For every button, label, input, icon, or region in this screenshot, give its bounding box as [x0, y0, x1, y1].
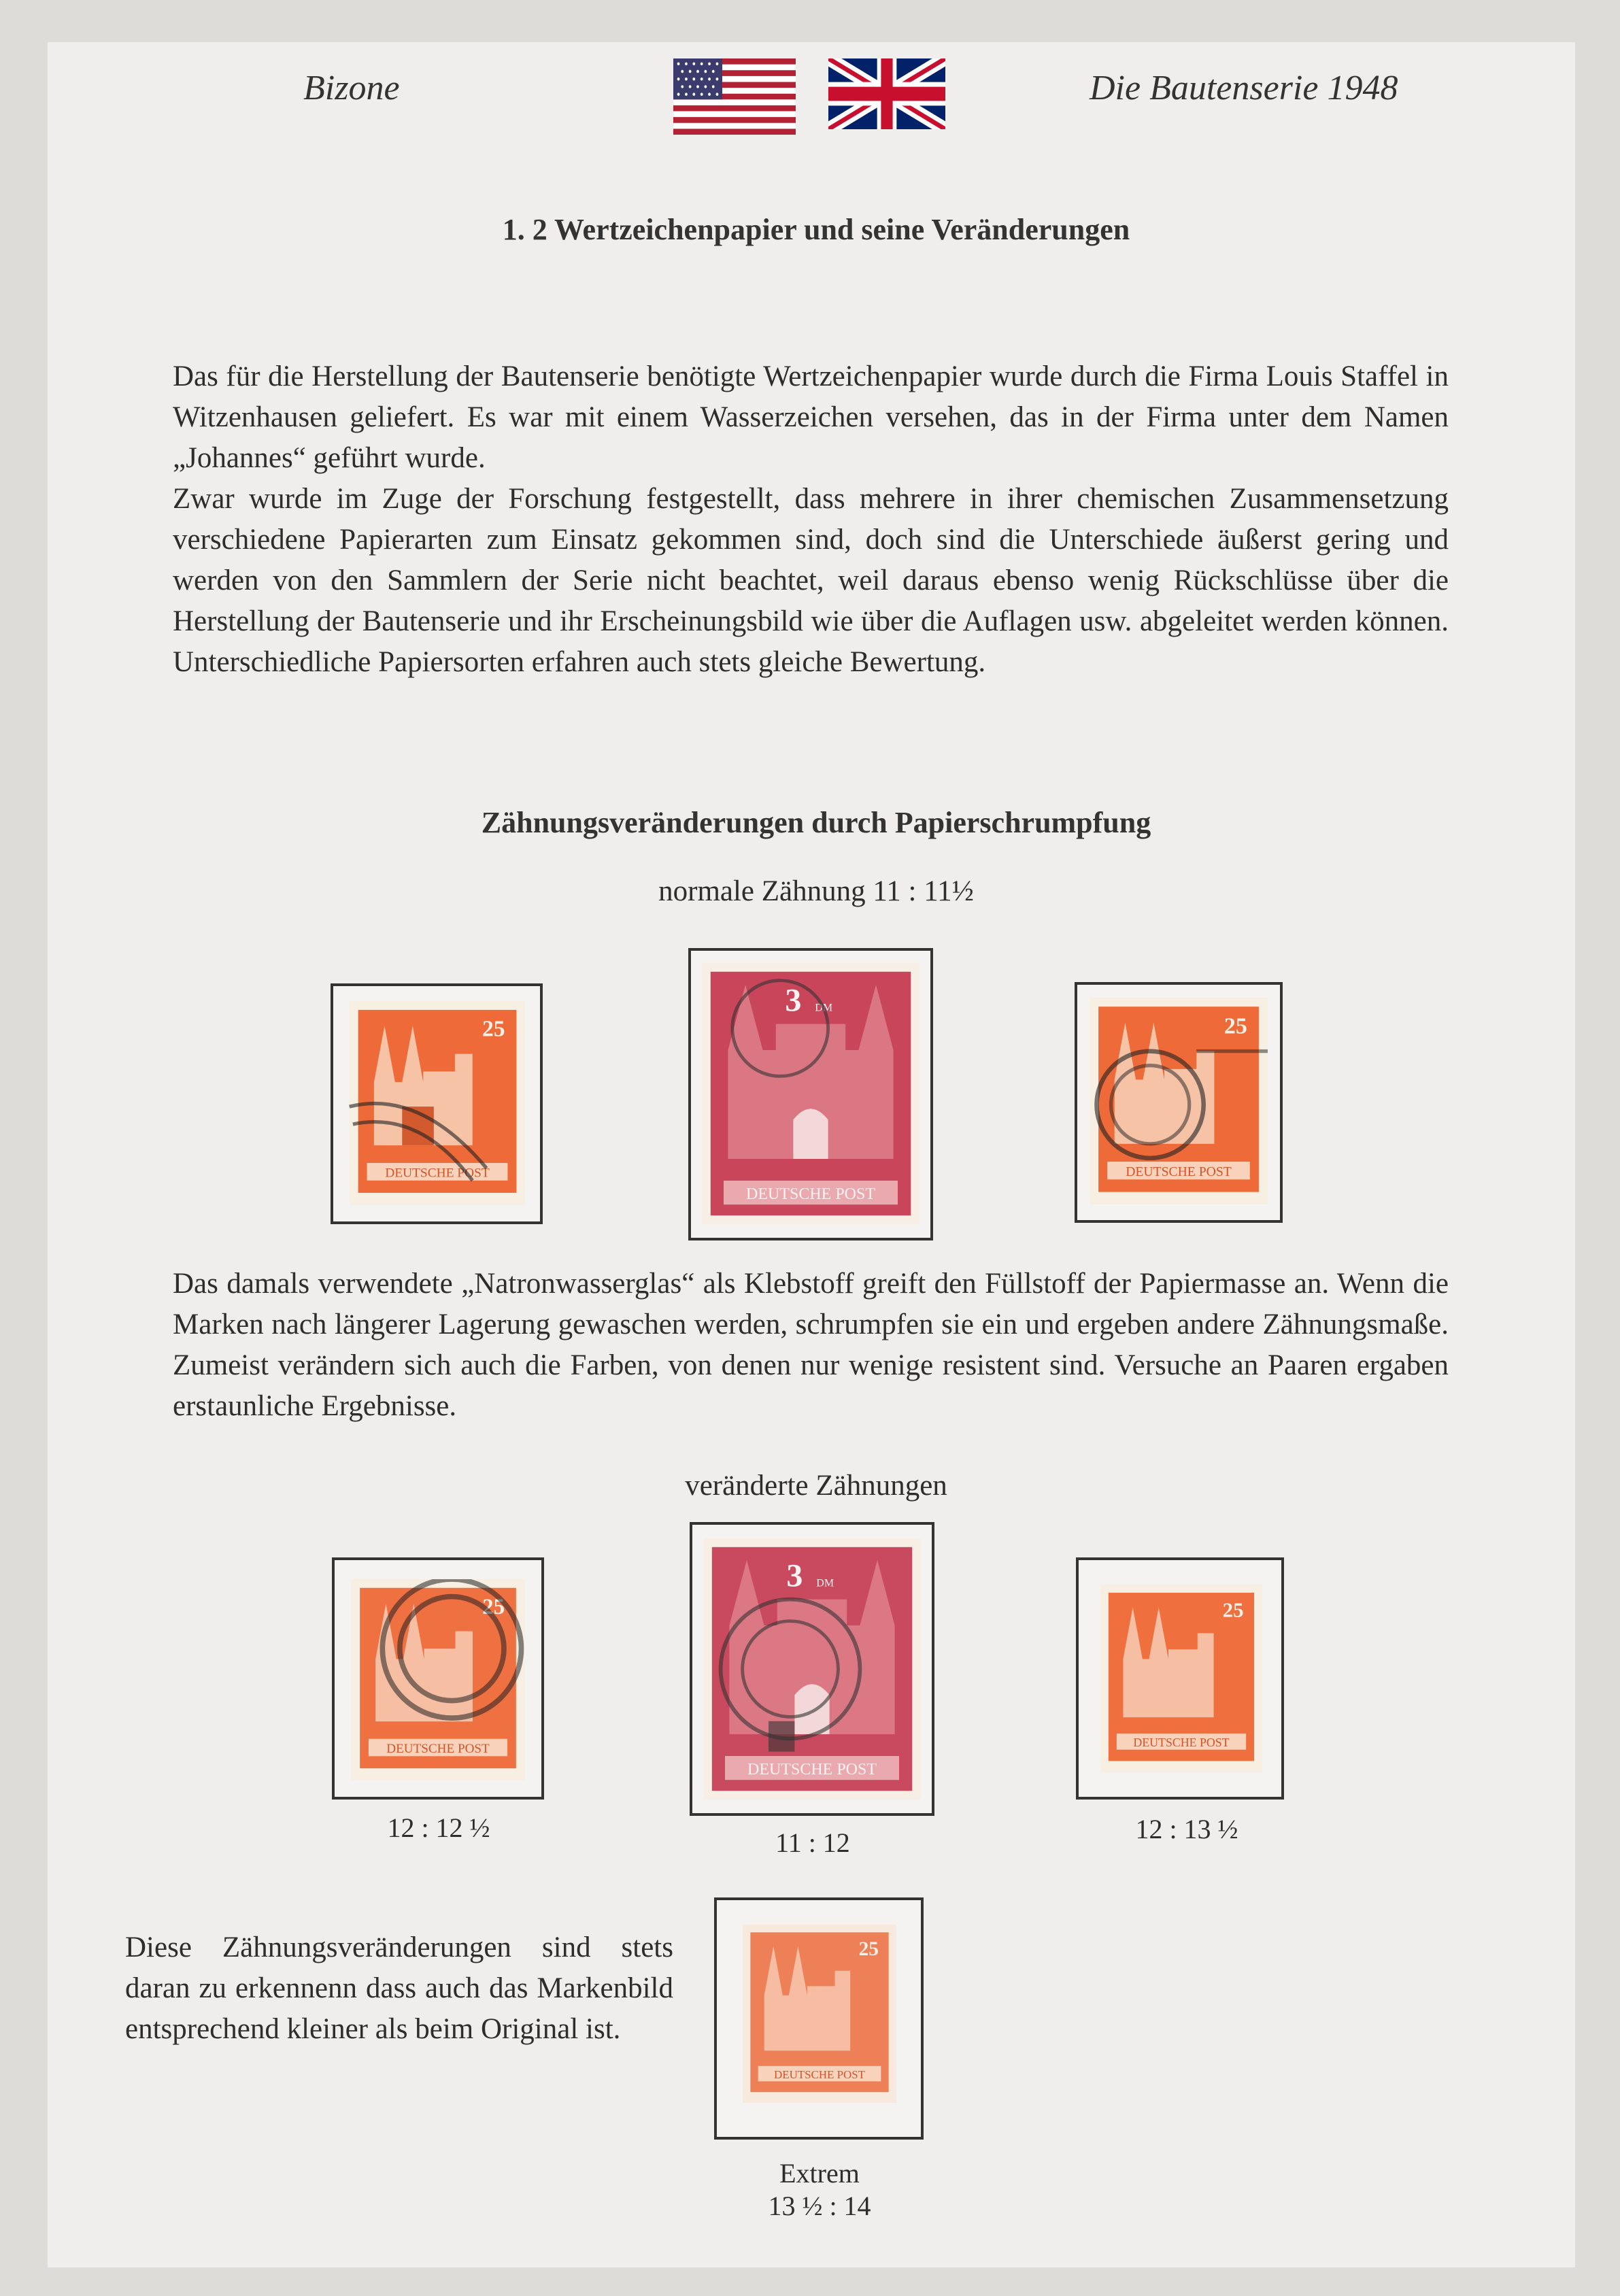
stamp-text-deutsche-post: DEUTSCHE POST	[745, 1185, 876, 1204]
stamp-cologne-25-orange	[1098, 1585, 1265, 1772]
intro-paragraph-1: Das für die Herstellung der Bautenserie benötigte Wertzeichenpapier wurde durch die Firma Louis Staffel in Witzenhausen geliefert. Es war mit einem Wasserzeichen versehen, das in der Firma unter dem Namen „Johannes“ geführt wurde.	[173, 360, 1449, 474]
stamp-currency: DM	[816, 1577, 834, 1589]
stamp-value: 25	[858, 1938, 879, 1961]
stamp-caption: 11 : 12	[775, 1827, 850, 1858]
stamp-text-deutsche-post: DEUTSCHE POST	[386, 1742, 490, 1757]
stamp-value: 25	[1222, 1598, 1244, 1622]
stamp-value: 25	[482, 1016, 505, 1042]
intro-text	[173, 356, 1449, 683]
stamp-value: 3	[786, 1557, 803, 1594]
bottom-note: Diese Zähnungsveränderungen sind stets daran zu erkennenn dass auch das Markenbild entsprechend kleiner als beim Original ist.	[125, 1931, 673, 2045]
stamp-cologne-25-orange	[351, 1579, 525, 1780]
stamp-cologne-25-orange	[1090, 997, 1268, 1205]
us-flag-icon	[673, 58, 796, 135]
stamp-value: 25	[482, 1594, 505, 1620]
stamp-cologne-25-orange-extreme	[740, 1925, 899, 2103]
extreme-label: Extrem	[779, 2158, 860, 2189]
stamp-text-deutsche-post: DEUTSCHE POST	[1126, 1164, 1232, 1180]
stamp-text-deutsche-post: DEUTSCHE POST	[385, 1166, 490, 1181]
stamp-holstentor-3dm-red	[703, 1534, 921, 1804]
header-right: Die Bautenserie 1948	[1090, 69, 1398, 107]
extreme-value: 13 ½ : 14	[768, 2191, 871, 2221]
intro-paragraph-2: Zwar wurde im Zuge der Forschung festgestellt, dass mehrere in ihrer chemischen Zusammensetzung verschiedene Papierarten zum Einsatz gekommen sind, doch sind die Unterschiede äußerst gering und werden von den Sammlern der Serie nicht beachtet, weil daraus ebenso wenig Rückschlüsse über die Herstellung der Bautenserie und ihr Erscheinungsbild wie über die Auflagen usw. abgeleitet werden können. Unterschiedliche Papiersorten erfahren auch stets gleiche Bewertung.	[173, 483, 1449, 678]
stamp-value: 3	[785, 982, 802, 1019]
stamp-caption: 12 : 12 ½	[387, 1812, 490, 1843]
stamp-holstentor-3dm-red	[702, 962, 919, 1226]
uk-flag-icon	[828, 58, 945, 129]
stamp-caption: 12 : 13 ½	[1135, 1814, 1238, 1844]
subheading: Zähnungsveränderungen durch Papierschrumpfung	[481, 806, 1151, 839]
stamp-text-deutsche-post: DEUTSCHE POST	[747, 1761, 877, 1779]
stamp-currency: DM	[815, 1002, 833, 1014]
section-title: 1. 2 Wertzeichenpapier und seine Veränderungen	[502, 213, 1130, 246]
normal-perforation-caption: normale Zähnung 11 : 11½	[658, 875, 974, 907]
stamp-text-deutsche-post: DEUTSCHE POST	[774, 2067, 865, 2081]
stamp-value: 25	[1224, 1013, 1247, 1039]
changed-perforations-caption: veränderte Zähnungen	[685, 1470, 947, 1502]
middle-paragraph: Das damals verwendete „Natronwasserglas“ als Klebstoff greift den Füllstoff der Papiermasse an. Wenn die Marken nach längerer Lagerung gewaschen werden, schrumpfen sie ein und ergeben andere Zähnungsmaße. Zumeist verändern sich auch die Farben, von denen nur wenige resistent sind. Versuche an Paaren ergaben erstaunliche Ergebnisse.	[173, 1268, 1449, 1422]
stamp-cologne-25-orange	[348, 1001, 526, 1205]
header-left: Bizone	[303, 69, 400, 107]
stamp-text-deutsche-post: DEUTSCHE POST	[1133, 1735, 1230, 1749]
